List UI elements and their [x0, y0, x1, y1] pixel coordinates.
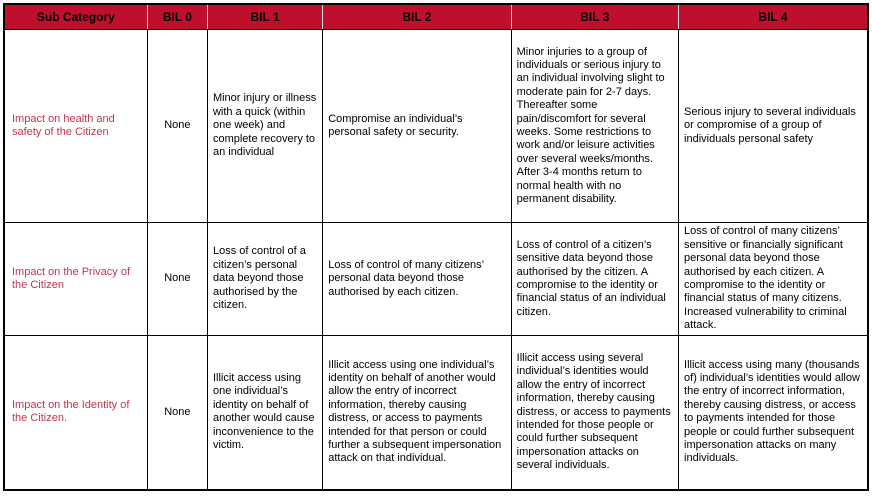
sub-category-cell: Impact on the Identity of the Citizen. [4, 336, 147, 490]
bil4-cell: Serious injury to several individuals or compromise of a group of individuals personal safety [679, 30, 868, 223]
bil4-cell: Loss of control of many citizens’ sensitive or financially significant personal data beyond those authorised by each citizen. A compromise to the identity or financial status of many citizens. Increased vulnerability to criminal attack. [679, 223, 868, 336]
bil0-cell: None [147, 30, 207, 223]
bil0-cell: None [147, 223, 207, 336]
column-header-bil3: BIL 3 [511, 4, 678, 30]
table-row-health-safety [4, 30, 868, 223]
bil3-cell: Loss of control of a citizen’s sensitive data beyond those authorised by the citizen. A compromise to the identity or financial status of an individual citizen. [511, 223, 678, 336]
bil2-cell: Loss of control of many citizens’ personal data beyond those authorised by each citizen. [323, 223, 511, 336]
bil2-cell: Compromise an individual’s personal safety or security. [323, 30, 511, 223]
header-row [4, 4, 868, 30]
table-row-identity [4, 336, 868, 490]
column-header-sub-category: Sub Category [4, 4, 147, 30]
bil1-cell: Minor injury or illness with a quick (within one week) and complete recovery to an individual [207, 30, 322, 223]
table-row-privacy [4, 223, 868, 336]
bil1-cell: Illicit access using one individual’s identity on behalf of another would cause inconvenience to the victim. [207, 336, 322, 490]
column-header-bil0: BIL 0 [147, 4, 207, 30]
bil4-cell: Illicit access using many (thousands of) individual’s identities would allow the entry of incorrect information, thereby causing distress, or access to payments intended for those people or could further subsequent impersonation attacks on many individuals. [679, 336, 868, 490]
bil3-cell: Minor injuries to a group of individuals or serious injury to an individual involving slight to moderate pain for 2-7 days. Thereafter some pain/discomfort for several weeks. Some restrictions to work and/or leisure activities over several weeks/months. After 3-4 months return to normal health with no permanent disability. [511, 30, 678, 223]
column-header-bil1: BIL 1 [207, 4, 322, 30]
bil-impact-table [3, 3, 869, 491]
column-header-bil2: BIL 2 [323, 4, 511, 30]
sub-category-cell: Impact on the Privacy of the Citizen [4, 223, 147, 336]
column-header-bil4: BIL 4 [679, 4, 868, 30]
bil3-cell: Illicit access using several individual’s identities would allow the entry of incorrect information, thereby causing distress, or access to payments intended for those people or could further subsequent impersonation attacks on several individuals. [511, 336, 678, 490]
bil2-cell: Illicit access using one individual’s identity on behalf of another would allow the entry of incorrect information, thereby causing distress, or access to payments intended for that person or could further a subsequent impersonation attack on that individual. [323, 336, 511, 490]
sub-category-cell: Impact on health and safety of the Citizen [4, 30, 147, 223]
bil0-cell: None [147, 336, 207, 490]
bil1-cell: Loss of control of a citizen’s personal data beyond those authorised by the citizen. [207, 223, 322, 336]
